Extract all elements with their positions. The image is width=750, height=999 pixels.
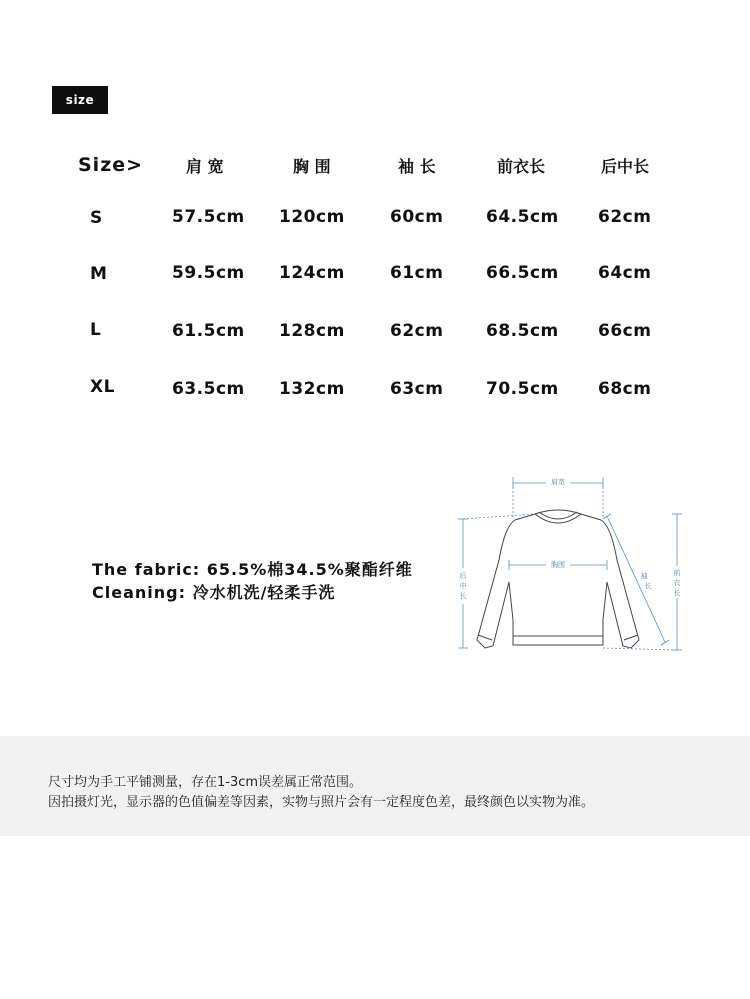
note-color-difference: 因拍摄灯光，显示器的色值偏差等因素，实物与照片会有一定程度色差，最终颜色以实物为准。 [48,795,595,810]
fabric-composition: The fabric: 65.5%棉34.5%聚酯纤维 [92,560,413,579]
row-size: L [90,320,102,340]
sweatshirt-outline [477,510,639,648]
diagram-label-front-length: 长 [673,589,681,597]
size-tag: size [52,86,108,114]
cell-sleeve: 61cm [390,263,444,283]
diagram-label-back-length: 后 [459,572,467,580]
cell-sleeve: 60cm [390,207,444,227]
cell-chest: 120cm [279,207,345,227]
row-size: XL [90,377,115,397]
diagram-label-shoulder: 肩宽 [551,478,565,486]
diagram-label-back-length: 长 [459,592,467,600]
cell-shoulder: 57.5cm [172,207,245,227]
diagram-label-front-length: 前 [673,569,681,577]
cell-shoulder: 59.5cm [172,263,245,283]
diagram-label-sleeve: 长 [644,582,652,590]
header-shoulder: 肩 宽 [186,157,224,176]
cell-back-length: 62cm [598,207,652,227]
header-back-length: 后中长 [601,157,650,176]
header-chest: 胸 围 [293,157,331,176]
cell-chest: 128cm [279,321,345,341]
header-front-length: 前衣长 [497,157,546,176]
diagram-label-front-length: 衣 [673,579,681,587]
row-size: M [90,264,108,284]
cell-front-length: 68.5cm [486,321,559,341]
diagram-label-sleeve: 袖 [640,572,648,580]
cell-shoulder: 61.5cm [172,321,245,341]
cell-back-length: 64cm [598,263,652,283]
diagram-label-back-length: 中 [459,582,467,590]
cleaning-instructions: Cleaning: 冷水机洗/轻柔手洗 [92,583,336,602]
cell-front-length: 64.5cm [486,207,559,227]
cell-chest: 132cm [279,379,345,399]
diagram-label-chest: 胸围 [551,561,565,569]
cell-back-length: 66cm [598,321,652,341]
note-measurement: 尺寸均为手工平铺测量，存在1-3cm误差属正常范围。 [48,775,363,790]
cell-chest: 124cm [279,263,345,283]
notes-section [0,736,750,836]
cell-sleeve: 62cm [390,321,444,341]
size-header-label: Size> [78,154,144,176]
header-sleeve: 袖 长 [398,157,436,176]
cell-shoulder: 63.5cm [172,379,245,399]
cell-front-length: 70.5cm [486,379,559,399]
cell-sleeve: 63cm [390,379,444,399]
cell-back-length: 68cm [598,379,652,399]
sweatshirt-measurement-diagram [455,470,690,660]
row-size: S [90,208,103,228]
cell-front-length: 66.5cm [486,263,559,283]
